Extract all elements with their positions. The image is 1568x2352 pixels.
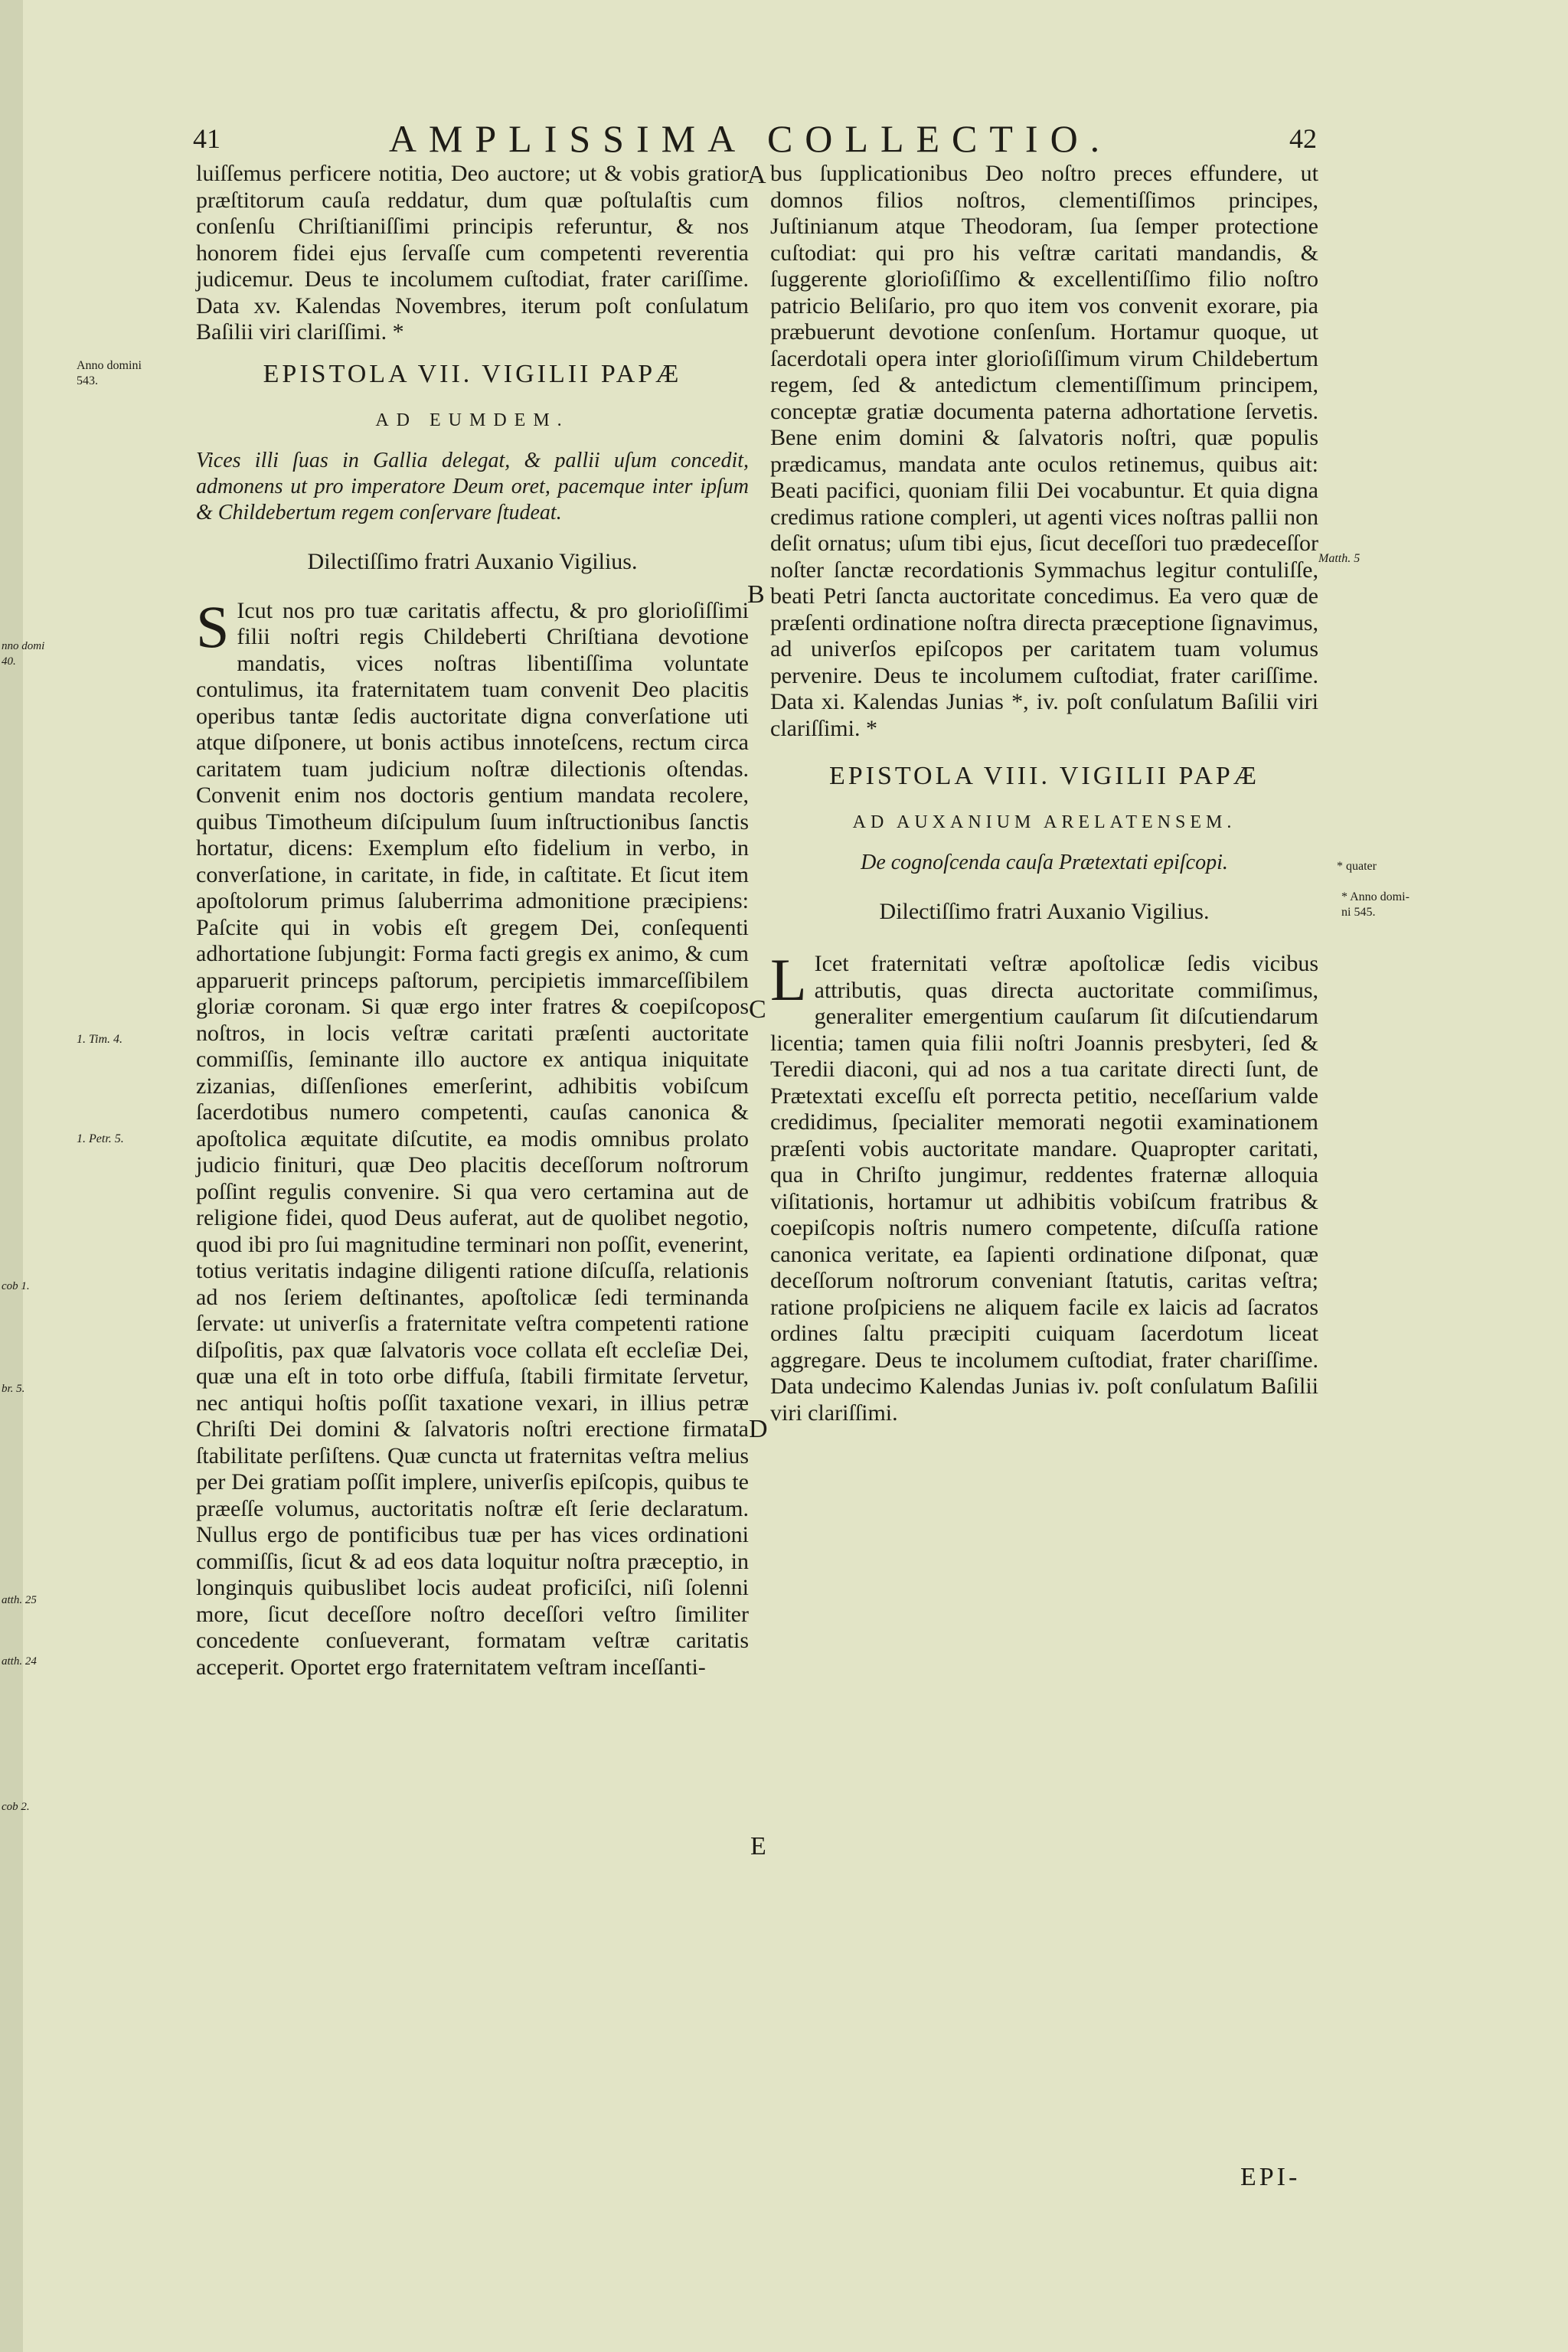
gutter-note-atth-1: atth. 25 [2,1594,37,1606]
gutter-note-atth-2: atth. 24 [2,1655,37,1668]
margin-note-tim: 1. Tim. 4. [77,1033,123,1046]
epistola-viii-subheading: AD AUXANIUM ARELATENSEM. [852,812,1236,832]
epistola-vii-heading: EPISTOLA VII. VIGILII PAPÆ [263,359,682,388]
section-letter-d: D [749,1415,768,1443]
epistola-viii-heading: EPISTOLA VIII. VIGILII PAPÆ [828,762,1259,790]
gutter-note-cob-2: cob 2. [2,1801,30,1813]
margin-note-anno-543: Anno domini 543. [77,359,142,387]
left-continuation-text: luiſſemus perficere notitia, Deo auctore; ut & vobis gratior præſtitorum cauſa reddatur, dum quæ poſtulaſtis cum conſenſu Chriſtianiſſimi principis referuntur, & nos honorem fidei ejus ſervaſſe cum competenti reverentia judicemur. Deus te incolumem cuſtodiat, frater cariſſime. Data xv. Kalendas Novembres, iterum poſt conſulatum Baſilii viri clariſſimi. * [196,161,749,345]
gutter-note-anno: nno domi 40. [2,640,45,668]
running-title: AMPLISSIMA COLLECTIO. [388,117,1112,160]
page-number-right: 42 [1289,123,1317,154]
margin-note-quater: * quater [1337,860,1377,873]
epistola-vii-summary: Vices illi ſuas in Gallia delegat, & pallii uſum concedit, admonens ut pro imperatore Deum oret, pacemque inter ipſum & Childebertum regem conſervare ſtudeat. [196,448,749,524]
epistola-vii-body [196,593,749,1681]
gutter-note-cob-1: cob 1. [2,1280,30,1292]
epistola-viii-greeting: Dilectiſſimo fratri Auxanio Vigilius. [879,899,1210,924]
epistola-vii-greeting: Dilectiſſimo fratri Auxanio Vigilius. [307,548,638,574]
epistola-vii-text: Icut nos pro tuæ caritatis affectu, & pro glorioſiſſimi filii noſtri regis Childeberti Chriſtiana devotione mandatis, vices noſtras libentiſſima voluntate contulimus, ita fraternitatem tuam convenit Deo placitis operibus tantæ ſedis auctoritate digna converſatione uti atque diſponere, ut bonis actibus innoteſcens, rectum circa caritatem tuam judicium noſtræ dilectionis oſtendas. Convenit enim nos doctoris gentium mandata recolere, quibus Timotheum diſcipulum ſuum inſtructionibus ſanctis hortatur, dicens: Exemplum eſto fidelium in verbo, in converſatione, in caritate, in fide, in caſtitate. Et ſicut item apoſtolorum primus ſaluberrima admonitione præcipiens: Paſcite qui in vobis eſt gregem Dei, conſequenti adhortatione ſubjungit: Forma facti gregis ex animo, & cum apparuerit princeps paſtorum, percipietis immarceſſibilem gloriæ coronam. Si quæ ergo inter fratres & coepiſcopos noſtros, in locis veſtræ caritati præſenti auctoritate commiſſis, ſeminante illo auctore ex antiqua iniquitate zizanias, diſſenſiones emerſerint, adhibitis vobiſcum ſacerdotibus numero competenti, cauſas canonica & apoſtolica æquitate diſcutite, ea modis omnibus prolato judicio finituri, quæ Deo placitis deceſſorum noſtrorum poſſint regulis convenire. Si qua vero certamina aut de religione fidei, quod Deus auferat, aut de quolibet negotio, quod ibi pro ſui magnitudine terminari non poſſit, evenerint, totius veritatis indagine diligenti ratione diſcuſſa, relationis ad nos ſeriem deſtinantes, apoſtolicæ ſedi terminanda ſervate: ut univerſis a fraternitate veſtra competenti ratione diſpoſitis, pax quæ ſalvatoris voce collata eſt eccleſiæ Dei, quæ una eſt in toto orbe diffuſa, ſtabili firmitate ſervetur, nec antiqui hoſtis poſſit taxatione vexari, in illius petræ Chriſti Dei domini & ſalvatoris noſtri erectione firmata ſtabilitate perſiſtens. Quæ cuncta ut fraternitas veſtra melius per Dei gratiam poſſit implere, univerſis epiſcopis, quibus te præeſſe volumus, auctoritatis noſtræ eſt ſerie declaratum. Nullus ergo de pontificibus tuæ per has vices ordinationi commiſſis, ſicut & ad eos data loquitur noſtra præceptio, in longinquis quibuslibet locis audeat proficiſci, niſi ſolenni more, ſicut deceſſore noſtro deceſſori veſtro ſimiliter concedente conſueverant, formatam veſtræ caritatis acceperit. Oportet ergo fraternitatem veſtram inceſſanti- [196,597,749,1680]
gutter-notes [2,0,55,2352]
section-letter-a: A [747,161,766,189]
left-column [196,161,749,1681]
epistola-viii-text: Icet fraternitati veſtræ apoſtolicæ ſedis vicibus attributis, quas directa auctoritate commiſimus, generaliter emergentium cauſarum ſit diſcutiendarum licentia; tamen quia filii noſtri Joannis presbyteri, ſed & Teredii diaconi, qui ad nos a tua caritate directi ſunt, de Prætextati exceſſu eſt porrecta petitio, neceſſarium valde credidimus, ſpecialiter memorati negotii examinationem præſenti vobis auctoritate mandare. Quapropter caritati, qua in Chriſto jungimur, reddentes fraternæ alloquia viſitationis, hortamur ut adhibitis vobiſcum fratribus & coepiſcopis noſtris numero competente, diſcuſſa ratione canonica veritate, ea ſapienti ordinatione diſponat, quæ deceſſorum noſtrorum conveniant ſtatutis, caritas veſtra; ratione proſpiciens ne aliquem facile ex laicis ad ſacratos ordines ſaltu præcipiti cuiquam ſacerdotum liceat aggregare. Deus te incolumem cuſtodiat, frater chariſſime. Data undecimo Kalendas Junias iv. poſt conſulatum Baſilii viri clariſſimi. [770,951,1318,1426]
epistola-vii-initial: S [196,593,230,660]
section-letter-b: B [747,580,765,609]
page-number-left: 41 [193,123,220,154]
section-letter-c: C [749,995,766,1024]
margin-note-petr: 1. Petr. 5. [77,1132,124,1145]
epistola-viii-initial: L [770,946,807,1013]
right-column [770,161,1318,1426]
margin-note-matth: Matth. 5 [1318,552,1361,565]
section-letter-e: E [750,1832,766,1860]
gutter-note-br: br. 5. [2,1383,25,1395]
catchword: EPI- [1240,2163,1301,2191]
epistola-viii-summary: De cognoſcenda cauſa Prætextati epiſcopi. [861,851,1228,874]
epistola-viii-body [770,946,1318,1426]
epistola-vii-subheading: AD EUMDEM. [375,410,570,430]
right-continuation-text: bus ſupplicationibus Deo noſtro preces effundere, ut domnos filios noſtros, clementiſſimos principes, Juſtinianum atque Theodoram, ſua ſemper protectione cuſtodiat: qui pro his veſtræ caritati mandandis, & ſuggerente glorioſiſſimo & excellentiſſimo filio noſtro patricio Beliſario, pro quo item vos convenit exorare, pia præbuerunt devotione conſenſum. Hortamur quoque, ut ſacerdotali opera inter glorioſiſſimum virum Childebertum regem, ſed & antedictum clementiſſimum principem, conceptæ gratiæ documenta paterna adhortatione ſervetis. Bene enim domini & ſalvatoris noſtri, quæ populis prædicamus, mandata ante oculos retinemus, quibus ait: Beati pacifici, quoniam filii Dei vocabuntur. Et quia digna credimus ratione compleri, ut agenti vices noſtras pallii non deſit ornatus; uſum tibi ejus, ſicut deceſſori tuo prædeceſſor noſter ſanctæ recordationis Symmachus legitur contuliſſe, beati Petri ſancta auctoritate concedimus. Ea vero quæ de præſenti ordinatione noſtra directa præceptione ſignavimus, ad univerſos epiſcopos per caritatem tuam volumus pervenire. Deus te incolumem cuſtodiat, frater cariſſime. Data xi. Kalendas Junias *, iv. poſt conſulatum Baſilii viri clariſſimi. * [770,161,1318,741]
margin-note-anno-545: * Anno domi- ni 545. [1341,890,1410,919]
